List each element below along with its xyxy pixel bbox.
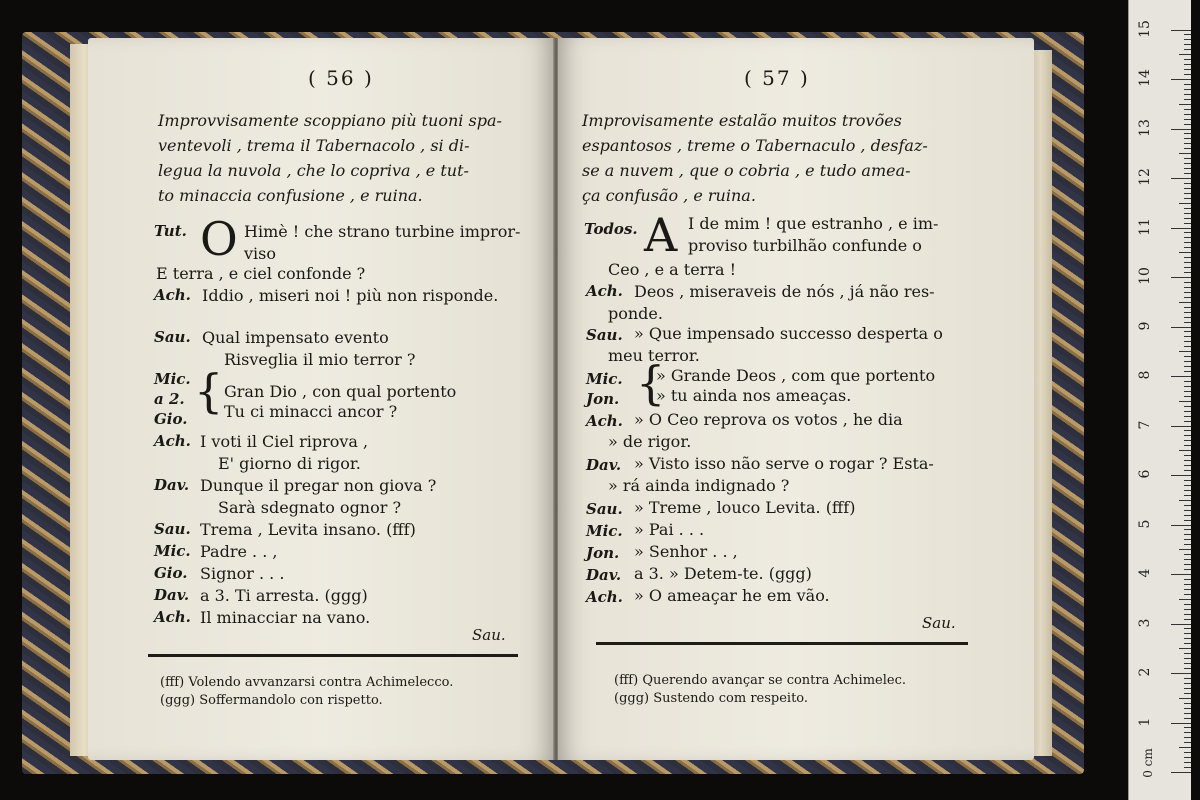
ruler-tick bbox=[1184, 411, 1191, 412]
ruler-tick bbox=[1184, 109, 1191, 110]
speaker-label: Dav. bbox=[586, 566, 622, 584]
ruler-tick bbox=[1184, 341, 1191, 342]
speaker-label: Dav. bbox=[154, 476, 190, 494]
ruler-tick bbox=[1184, 653, 1191, 654]
ruler-tick bbox=[1184, 168, 1191, 169]
ruler-tick bbox=[1184, 544, 1191, 545]
ruler-tick bbox=[1184, 282, 1191, 283]
left-page bbox=[88, 38, 554, 760]
ruler-tick bbox=[1184, 406, 1191, 407]
stage-direction bbox=[158, 108, 538, 208]
ruler-tick bbox=[1179, 351, 1191, 352]
dialogue-line: Risveglia il mio terror ? bbox=[224, 350, 416, 369]
ruler-tick bbox=[1184, 34, 1191, 35]
ruler-tick bbox=[1179, 747, 1191, 748]
dialogue-line: Padre . . , bbox=[200, 542, 278, 561]
ruler-tick bbox=[1184, 693, 1191, 694]
ruler-number: 8 bbox=[1137, 370, 1153, 380]
ruler-tick bbox=[1171, 426, 1191, 427]
ruler-tick bbox=[1184, 287, 1191, 288]
ruler-tick bbox=[1184, 757, 1191, 758]
ruler-number: 2 bbox=[1137, 667, 1153, 677]
dialogue-line: Tu ci minacci ancor ? bbox=[224, 402, 398, 421]
stage-line: legua la nuvola , che lo copriva , e tut- bbox=[158, 161, 469, 180]
dialogue-line: » Treme , louco Levita. (fff) bbox=[634, 498, 856, 517]
ruler-tick bbox=[1171, 574, 1191, 575]
ruler-tick bbox=[1184, 336, 1191, 337]
ruler-tick bbox=[1184, 683, 1191, 684]
dialogue-line: Trema , Levita insano. (fff) bbox=[200, 520, 416, 539]
ruler-tick bbox=[1179, 599, 1191, 600]
ruler-tick bbox=[1184, 485, 1191, 486]
ruler-tick bbox=[1184, 138, 1191, 139]
speaker-label: Sau. bbox=[586, 326, 623, 344]
ruler-tick bbox=[1179, 153, 1191, 154]
ruler-tick bbox=[1184, 183, 1191, 184]
ruler-tick bbox=[1184, 658, 1191, 659]
ruler-tick bbox=[1184, 470, 1191, 471]
ruler-tick bbox=[1171, 525, 1191, 526]
ruler-number: 4 bbox=[1137, 568, 1153, 578]
ruler-tick bbox=[1184, 643, 1191, 644]
ruler-tick bbox=[1184, 495, 1191, 496]
ruler-tick bbox=[1184, 188, 1191, 189]
ruler-tick bbox=[1184, 208, 1191, 209]
ruler-tick bbox=[1184, 579, 1191, 580]
ruler-tick bbox=[1171, 772, 1191, 773]
ruler-tick bbox=[1184, 331, 1191, 332]
ruler-tick bbox=[1184, 619, 1191, 620]
ruler-tick bbox=[1184, 668, 1191, 669]
speaker-label: Jon. bbox=[586, 544, 620, 562]
ruler-tick bbox=[1184, 292, 1191, 293]
ruler-tick bbox=[1184, 39, 1191, 40]
ruler-tick bbox=[1184, 732, 1191, 733]
dialogue-line: » Pai . . . bbox=[634, 520, 705, 539]
ruler-tick bbox=[1171, 327, 1191, 328]
dialogue-line: I voti il Ciel riprova , bbox=[200, 432, 369, 451]
ruler-tick bbox=[1184, 529, 1191, 530]
ruler-tick bbox=[1171, 624, 1191, 625]
page-number: ( 57 ) bbox=[744, 66, 810, 90]
ruler-tick bbox=[1184, 534, 1191, 535]
ruler-number: 6 bbox=[1137, 469, 1153, 479]
speaker-label: Ach. bbox=[154, 432, 191, 450]
dialogue-line: proviso turbilhão confunde o bbox=[688, 236, 922, 255]
ruler-tick bbox=[1184, 247, 1191, 248]
ruler-tick bbox=[1184, 708, 1191, 709]
dialogue-line: » tu ainda nos ameaças. bbox=[656, 386, 852, 405]
ruler-tick bbox=[1184, 559, 1191, 560]
ruler-tick bbox=[1184, 322, 1191, 323]
brace-icon: { bbox=[194, 364, 224, 418]
dialogue-line: » Visto isso não serve o rogar ? Esta- bbox=[634, 454, 934, 473]
ruler-number: 10 bbox=[1137, 267, 1153, 285]
dialogue-line: Sarà sdegnato ognor ? bbox=[218, 498, 402, 517]
footnote: (ggg) Sustendo com respeito. bbox=[614, 691, 809, 706]
speaker-label: Jon. bbox=[586, 390, 620, 408]
speaker-label: Gio. bbox=[154, 410, 188, 428]
ruler-tick bbox=[1184, 312, 1191, 313]
speaker-label: Ach. bbox=[154, 608, 191, 626]
ruler-tick bbox=[1184, 430, 1191, 431]
ruler-tick bbox=[1184, 119, 1191, 120]
dialogue-line: » O ameaçar he em vão. bbox=[634, 586, 830, 605]
right-page bbox=[558, 38, 1034, 760]
ruler-tick bbox=[1184, 520, 1191, 521]
ruler-tick bbox=[1179, 450, 1191, 451]
ruler-tick bbox=[1179, 401, 1191, 402]
ruler-tick bbox=[1184, 678, 1191, 679]
ruler-tick bbox=[1171, 79, 1191, 80]
ruler-tick bbox=[1184, 386, 1191, 387]
ruler-tick bbox=[1184, 124, 1191, 125]
ruler-tick bbox=[1184, 445, 1191, 446]
ruler-tick bbox=[1184, 356, 1191, 357]
ruler-tick bbox=[1179, 54, 1191, 55]
speaker-label: Tut. bbox=[154, 222, 187, 240]
dialogue-line: E terra , e ciel confonde ? bbox=[156, 264, 366, 283]
ruler-tick bbox=[1184, 49, 1191, 50]
ruler-tick bbox=[1184, 510, 1191, 511]
ruler-tick bbox=[1171, 228, 1191, 229]
ruler-tick bbox=[1184, 594, 1191, 595]
dialogue-line: Ceo , e a terra ! bbox=[608, 260, 737, 279]
brace-icon: { bbox=[636, 356, 666, 410]
ruler-number: 1 bbox=[1137, 717, 1153, 726]
speaker-label: Sau. bbox=[154, 328, 191, 346]
dialogue-line: » de rigor. bbox=[608, 432, 692, 451]
dialogue-line: a 3. » Detem-te. (ggg) bbox=[634, 564, 812, 583]
ruler-tick bbox=[1179, 549, 1191, 550]
ruler-tick bbox=[1184, 223, 1191, 224]
footnote-rule bbox=[596, 642, 968, 645]
ruler-tick bbox=[1184, 371, 1191, 372]
ruler-tick bbox=[1184, 515, 1191, 516]
ruler-number: 9 bbox=[1137, 321, 1153, 330]
speaker-label: Ach. bbox=[586, 282, 623, 300]
dialogue-line: » O Ceo reprova os votos , he dia bbox=[634, 410, 903, 429]
ruler-tick bbox=[1184, 435, 1191, 436]
ruler-number: 5 bbox=[1137, 519, 1153, 528]
ruler-tick bbox=[1184, 584, 1191, 585]
ruler-tick bbox=[1179, 302, 1191, 303]
ruler-tick bbox=[1171, 277, 1191, 278]
ruler-tick bbox=[1184, 742, 1191, 743]
stage-line: Improvisamente estalão muitos trovões bbox=[582, 111, 902, 130]
ruler-tick bbox=[1179, 500, 1191, 501]
measurement-ruler bbox=[1128, 0, 1191, 800]
page-number: ( 56 ) bbox=[308, 66, 374, 90]
ruler-tick bbox=[1184, 480, 1191, 481]
ruler-tick bbox=[1184, 74, 1191, 75]
speaker-label: Mic. bbox=[154, 370, 191, 388]
ruler-tick bbox=[1184, 64, 1191, 65]
ruler-tick bbox=[1184, 232, 1191, 233]
stage-line: ça confusão , e ruina. bbox=[582, 186, 756, 205]
ruler-number: 7 bbox=[1137, 420, 1153, 429]
ruler-tick bbox=[1171, 673, 1191, 674]
ruler-tick bbox=[1179, 698, 1191, 699]
ruler-tick bbox=[1184, 317, 1191, 318]
ruler-number: 3 bbox=[1137, 618, 1153, 627]
ruler-tick bbox=[1184, 638, 1191, 639]
ruler-tick bbox=[1184, 242, 1191, 243]
dialogue-line: I de mim ! que estranho , e im- bbox=[688, 214, 939, 233]
ruler-tick bbox=[1184, 94, 1191, 95]
dialogue-line: Iddio , miseri noi ! più non risponde. bbox=[202, 286, 499, 305]
ruler-tick bbox=[1184, 84, 1191, 85]
speaker-label: Dav. bbox=[586, 456, 622, 474]
ruler-tick bbox=[1184, 361, 1191, 362]
ruler-tick bbox=[1171, 723, 1191, 724]
ruler-tick bbox=[1184, 213, 1191, 214]
ruler-tick bbox=[1171, 376, 1191, 377]
stage-line: Improvvisamente scoppiano più tuoni spa- bbox=[158, 111, 502, 130]
ruler-tick bbox=[1184, 272, 1191, 273]
speaker-label: Sau. bbox=[586, 500, 623, 518]
catchword: Sau. bbox=[472, 626, 506, 644]
speaker-label: Ach. bbox=[586, 412, 623, 430]
footnote-rule bbox=[148, 654, 518, 657]
speaker-label: Sau. bbox=[154, 520, 191, 538]
dialogue-line: Qual impensato evento bbox=[202, 328, 389, 347]
ruler-tick bbox=[1184, 218, 1191, 219]
speaker-label: Mic. bbox=[586, 370, 623, 388]
ruler-tick bbox=[1171, 475, 1191, 476]
ruler-tick bbox=[1184, 455, 1191, 456]
stage-line: to minaccia confusione , e ruina. bbox=[158, 186, 423, 205]
ruler-tick bbox=[1184, 421, 1191, 422]
ruler-tick bbox=[1184, 133, 1191, 134]
dialogue-line: Signor . . . bbox=[200, 564, 285, 583]
speaker-label: Gio. bbox=[154, 564, 188, 582]
stage-line: ventevoli , trema il Tabernacolo , si di- bbox=[158, 136, 470, 155]
ruler-tick bbox=[1184, 44, 1191, 45]
ruler-tick bbox=[1184, 737, 1191, 738]
ruler-tick bbox=[1184, 440, 1191, 441]
ruler-tick bbox=[1184, 114, 1191, 115]
ruler-tick bbox=[1184, 381, 1191, 382]
ruler-tick bbox=[1184, 604, 1191, 605]
ruler-tick bbox=[1184, 539, 1191, 540]
drop-cap: O bbox=[200, 212, 238, 266]
stage-line: espantosos , treme o Tabernaculo , desfaz- bbox=[582, 136, 928, 155]
ruler-tick bbox=[1184, 148, 1191, 149]
ruler-tick bbox=[1184, 614, 1191, 615]
stage-direction bbox=[582, 108, 1002, 208]
ruler-tick bbox=[1184, 163, 1191, 164]
ruler-tick bbox=[1171, 30, 1191, 31]
dialogue-line: » Senhor . . , bbox=[634, 542, 738, 561]
ruler-tick bbox=[1171, 178, 1191, 179]
dialogue-line: » rá ainda indignado ? bbox=[608, 476, 790, 495]
dialogue-line: Deos , miseraveis de nós , já não res- bbox=[634, 282, 935, 301]
ruler-tick bbox=[1184, 396, 1191, 397]
ruler-tick bbox=[1184, 505, 1191, 506]
ruler-tick bbox=[1184, 460, 1191, 461]
stage-line: se a nuvem , que o cobria , e tudo amea- bbox=[582, 161, 911, 180]
dialogue-line: Himè ! che strano turbine impror- bbox=[244, 222, 521, 241]
ruler-tick bbox=[1179, 648, 1191, 649]
ruler-number: 15 bbox=[1137, 19, 1153, 38]
ruler-tick bbox=[1179, 104, 1191, 105]
dialogue-line: » Que impensado successo desperta o bbox=[634, 324, 943, 343]
ruler-tick bbox=[1184, 198, 1191, 199]
ruler-tick bbox=[1184, 59, 1191, 60]
ruler-tick bbox=[1184, 752, 1191, 753]
dialogue-line: viso bbox=[244, 244, 276, 263]
ruler-tick bbox=[1184, 267, 1191, 268]
speaker-label: Dav. bbox=[154, 586, 190, 604]
ruler-tick bbox=[1184, 99, 1191, 100]
ruler-tick bbox=[1184, 416, 1191, 417]
ruler-tick bbox=[1184, 609, 1191, 610]
ruler-tick bbox=[1184, 69, 1191, 70]
footnote: (ggg) Soffermandolo con rispetto. bbox=[160, 693, 383, 708]
ruler-tick bbox=[1184, 465, 1191, 466]
dialogue-line: a 3. Ti arresta. (ggg) bbox=[200, 586, 368, 605]
dialogue-line: E' giorno di rigor. bbox=[218, 454, 361, 473]
speaker-label: Todos. bbox=[584, 220, 638, 238]
ruler-tick bbox=[1184, 703, 1191, 704]
ruler-tick bbox=[1184, 257, 1191, 258]
speaker-label: Mic. bbox=[154, 542, 191, 560]
drop-cap: A bbox=[644, 208, 678, 262]
dialogue-line: ponde. bbox=[608, 304, 663, 323]
speaker-label: Ach. bbox=[154, 286, 191, 304]
ruler-tick bbox=[1184, 89, 1191, 90]
ruler-tick bbox=[1184, 767, 1191, 768]
ruler-tick bbox=[1184, 262, 1191, 263]
footnote: (fff) Volendo avvanzarsi contra Achimelecco. bbox=[160, 675, 454, 690]
dialogue-line: Gran Dio , con qual portento bbox=[224, 382, 457, 401]
ruler-tick bbox=[1184, 713, 1191, 714]
ruler-tick bbox=[1184, 391, 1191, 392]
speaker-label: a 2. bbox=[154, 390, 185, 408]
ruler-tick bbox=[1179, 203, 1191, 204]
ruler-unit: 0 cm bbox=[1140, 748, 1155, 778]
speaker-label: Ach. bbox=[586, 588, 623, 606]
ruler-tick bbox=[1184, 366, 1191, 367]
catchword: Sau. bbox=[922, 614, 956, 632]
dialogue-line: » Grande Deos , com que portento bbox=[656, 366, 936, 385]
ruler-number: 13 bbox=[1137, 118, 1153, 137]
ruler-tick bbox=[1184, 718, 1191, 719]
ruler-tick bbox=[1184, 727, 1191, 728]
ruler-tick bbox=[1184, 143, 1191, 144]
ruler-tick bbox=[1184, 564, 1191, 565]
ruler-tick bbox=[1184, 490, 1191, 491]
ruler-tick bbox=[1184, 158, 1191, 159]
ruler-tick bbox=[1184, 554, 1191, 555]
dialogue-line: meu terror. bbox=[608, 346, 700, 365]
ruler-number: 14 bbox=[1137, 69, 1153, 87]
ruler-tick bbox=[1184, 297, 1191, 298]
dialogue-line: Dunque il pregar non giova ? bbox=[200, 476, 437, 495]
speaker-label: Mic. bbox=[586, 522, 623, 540]
ruler-tick bbox=[1184, 663, 1191, 664]
dialogue-line: Il minacciar na vano. bbox=[200, 608, 371, 627]
ruler-tick bbox=[1171, 129, 1191, 130]
ruler-number: 12 bbox=[1137, 168, 1153, 186]
ruler-number: 11 bbox=[1137, 217, 1153, 236]
ruler-tick bbox=[1184, 237, 1191, 238]
ruler-tick bbox=[1184, 307, 1191, 308]
ruler-tick bbox=[1184, 346, 1191, 347]
ruler-tick bbox=[1184, 173, 1191, 174]
ruler-tick bbox=[1184, 688, 1191, 689]
footnote: (fff) Querendo avançar se contra Achimelec. bbox=[614, 673, 906, 688]
ruler-tick bbox=[1184, 193, 1191, 194]
ruler-tick bbox=[1184, 569, 1191, 570]
ruler-tick bbox=[1184, 589, 1191, 590]
ruler-tick bbox=[1184, 762, 1191, 763]
ruler-tick bbox=[1184, 633, 1191, 634]
ruler-tick bbox=[1179, 252, 1191, 253]
ruler-tick bbox=[1184, 628, 1191, 629]
